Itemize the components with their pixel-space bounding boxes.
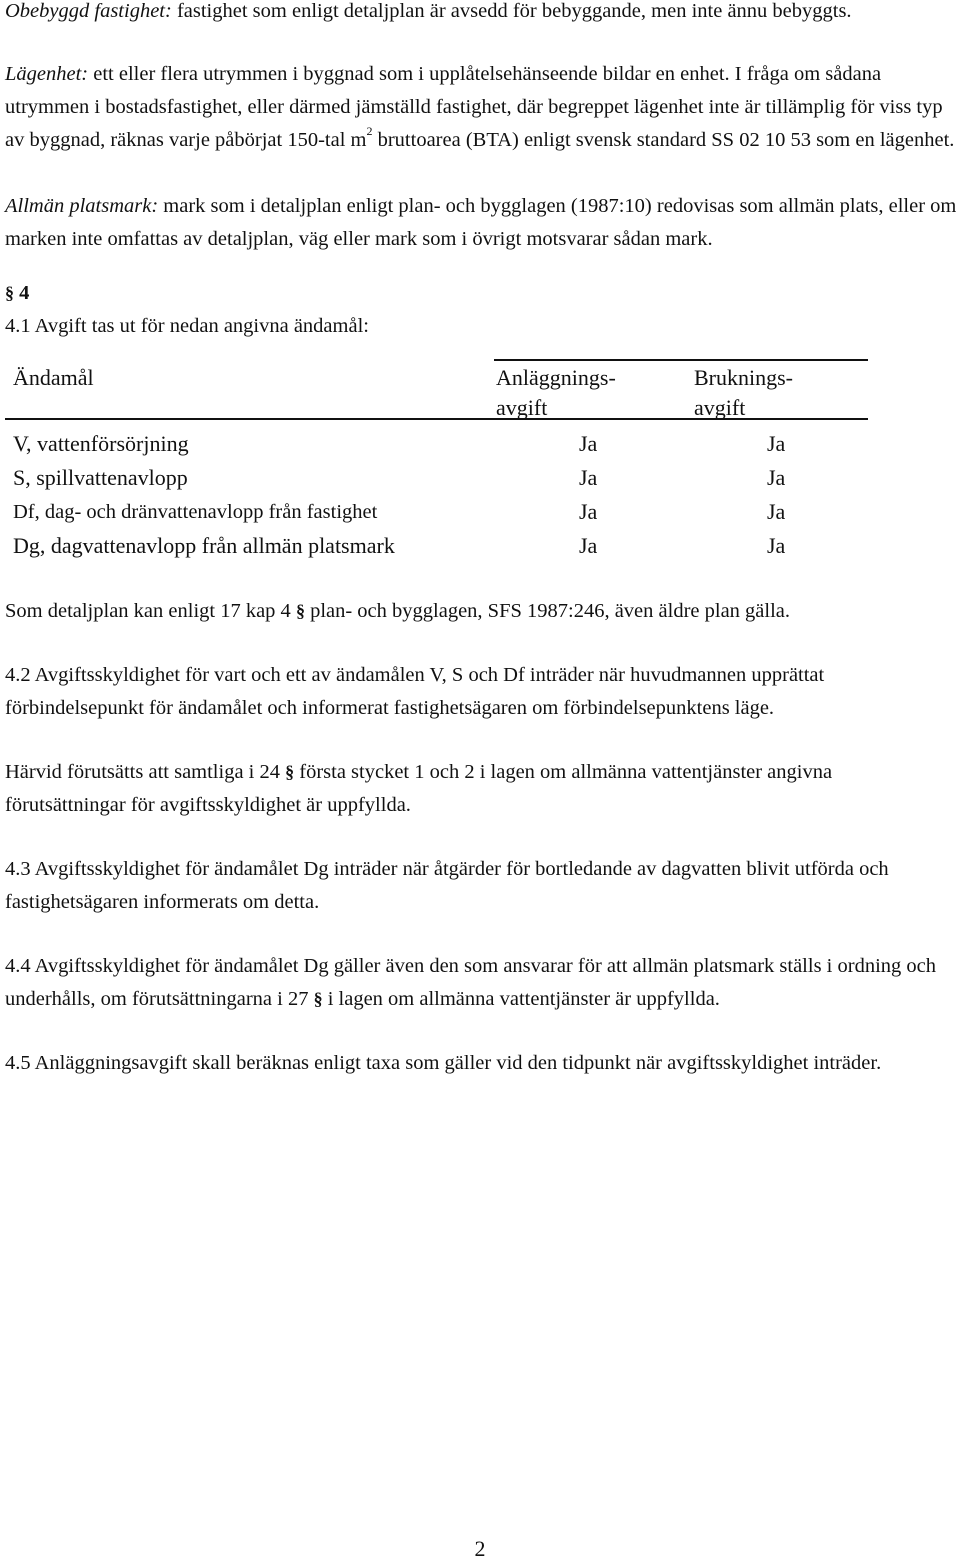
paragraph-sign: § bbox=[313, 989, 323, 1009]
paragraph-4-4 bbox=[5, 950, 957, 1016]
table-top-rule bbox=[494, 359, 868, 361]
cell-usage: Ja bbox=[767, 465, 786, 490]
table-row bbox=[5, 461, 868, 495]
section-lead-text: 4.1 Avgift tas ut för nedan angivna ändamål: bbox=[5, 315, 369, 337]
paragraph-text: Härvid förutsätts att samtliga i 24 bbox=[5, 761, 286, 783]
page-number: 2 bbox=[474, 1536, 486, 1561]
paragraph-sign: § bbox=[295, 601, 305, 621]
table-row bbox=[5, 495, 868, 529]
cell-purpose: S, spillvattenavlopp bbox=[13, 465, 188, 490]
paragraph-sign: § bbox=[5, 283, 14, 303]
definition-allman-platsmark bbox=[5, 190, 957, 256]
fee-table-wrapper bbox=[5, 359, 957, 595]
header-line: Anläggnings- bbox=[496, 365, 616, 390]
cell-connection: Ja bbox=[579, 465, 598, 490]
table-body bbox=[5, 427, 868, 563]
document-page bbox=[5, 0, 957, 1111]
paragraph-harvid bbox=[5, 756, 957, 822]
cell-usage: Ja bbox=[767, 431, 786, 456]
cell-connection: Ja bbox=[579, 533, 598, 558]
cell-connection: Ja bbox=[579, 431, 598, 456]
definition-term: Allmän platsmark: bbox=[5, 195, 159, 217]
table-header-rule bbox=[5, 418, 868, 420]
paragraph-text: plan- och bygglagen, SFS 1987:246, även äldre plan gälla. bbox=[304, 600, 791, 622]
header-line: avgift bbox=[694, 395, 746, 420]
definition-term: Obebyggd fastighet: bbox=[5, 0, 172, 22]
paragraph-text: i lagen om allmänna vattentjänster är uppfyllda. bbox=[322, 988, 720, 1010]
cell-purpose: Dg, dagvattenavlopp från allmän platsmark bbox=[13, 533, 395, 558]
paragraph-text: första stycket 1 och 2 i lagen om allmänna vattentjänster angivna förutsättningar för avgiftsskyldighet är uppfyllda. bbox=[5, 761, 833, 816]
header-line: avgift bbox=[496, 395, 548, 420]
definition-obebyggd-fastighet bbox=[5, 0, 957, 28]
paragraph-4-3: 4.3 Avgiftsskyldighet för ändamålet Dg inträder när åtgärder för bortledande av dagvatten blivit utförda och fastighetsägaren informerats om detta. bbox=[5, 858, 889, 913]
section-number: 4 bbox=[19, 282, 30, 304]
cell-usage: Ja bbox=[767, 533, 786, 558]
paragraph-text: Som detaljplan kan enligt 17 kap 4 bbox=[5, 600, 296, 622]
definition-text: fastighet som enligt detaljplan är avsedd för bebyggande, men inte ännu bebyggts. bbox=[171, 0, 852, 22]
paragraph-4-2: 4.2 Avgiftsskyldighet för vart och ett av ändamålen V, S och Df inträder när huvudmannen upprättat förbindelsepunkt för ändamålet och informerat fastighetsägaren om förbindelsepunktens läge. bbox=[5, 664, 825, 719]
definition-text: mark som i detaljplan enligt plan- och bygglagen (1987:10) redovisas som allmän plats, eller om marken inte omfattas av detaljplan, väg eller mark som i övrigt motsvarar sådan mark. bbox=[5, 195, 957, 250]
definition-lagenhet bbox=[5, 58, 957, 157]
cell-purpose: V, vattenförsörjning bbox=[13, 431, 189, 456]
definition-term: Lägenhet: bbox=[5, 63, 89, 85]
header-purpose: Ändamål bbox=[13, 365, 94, 390]
cell-connection: Ja bbox=[579, 499, 598, 524]
superscript-2: 2 bbox=[366, 124, 373, 139]
cell-purpose: Df, dag- och dränvattenavlopp från fastighet bbox=[13, 501, 378, 523]
paragraph-text: 4.4 Avgiftsskyldighet för ändamålet Dg gäller även den som ansvarar för att allmän platsmark ställs i ordning och underhålls, om förutsättningarna i 27 bbox=[5, 955, 936, 1010]
paragraph-sign: § bbox=[285, 762, 295, 782]
definition-text: ett eller flera utrymmen i byggnad som i upplåtelsehänseende bildar en enhet. I fråga om sådana utrymmen i bostadsfastighet, eller därmed jämställd fastighet, där begreppet lägenhet inte är tillämplig för viss typ av byggnad, räknas varje påbörjat 150-tal m bbox=[5, 63, 943, 151]
header-connection-fee bbox=[496, 363, 616, 423]
definition-text-continued: bruttoarea (BTA) enligt svensk standard SS 02 10 53 som en lägenhet. bbox=[372, 129, 955, 151]
table-row bbox=[5, 529, 868, 563]
paragraph-detaljplan bbox=[5, 595, 957, 628]
header-line: Bruknings- bbox=[694, 365, 793, 390]
section-heading bbox=[5, 277, 957, 310]
cell-usage: Ja bbox=[767, 499, 786, 524]
header-usage-fee bbox=[694, 363, 793, 423]
paragraph-4-5: 4.5 Anläggningsavgift skall beräknas enligt taxa som gäller vid den tidpunkt när avgiftsskyldighet inträder. bbox=[5, 1052, 882, 1074]
table-row bbox=[5, 427, 868, 461]
